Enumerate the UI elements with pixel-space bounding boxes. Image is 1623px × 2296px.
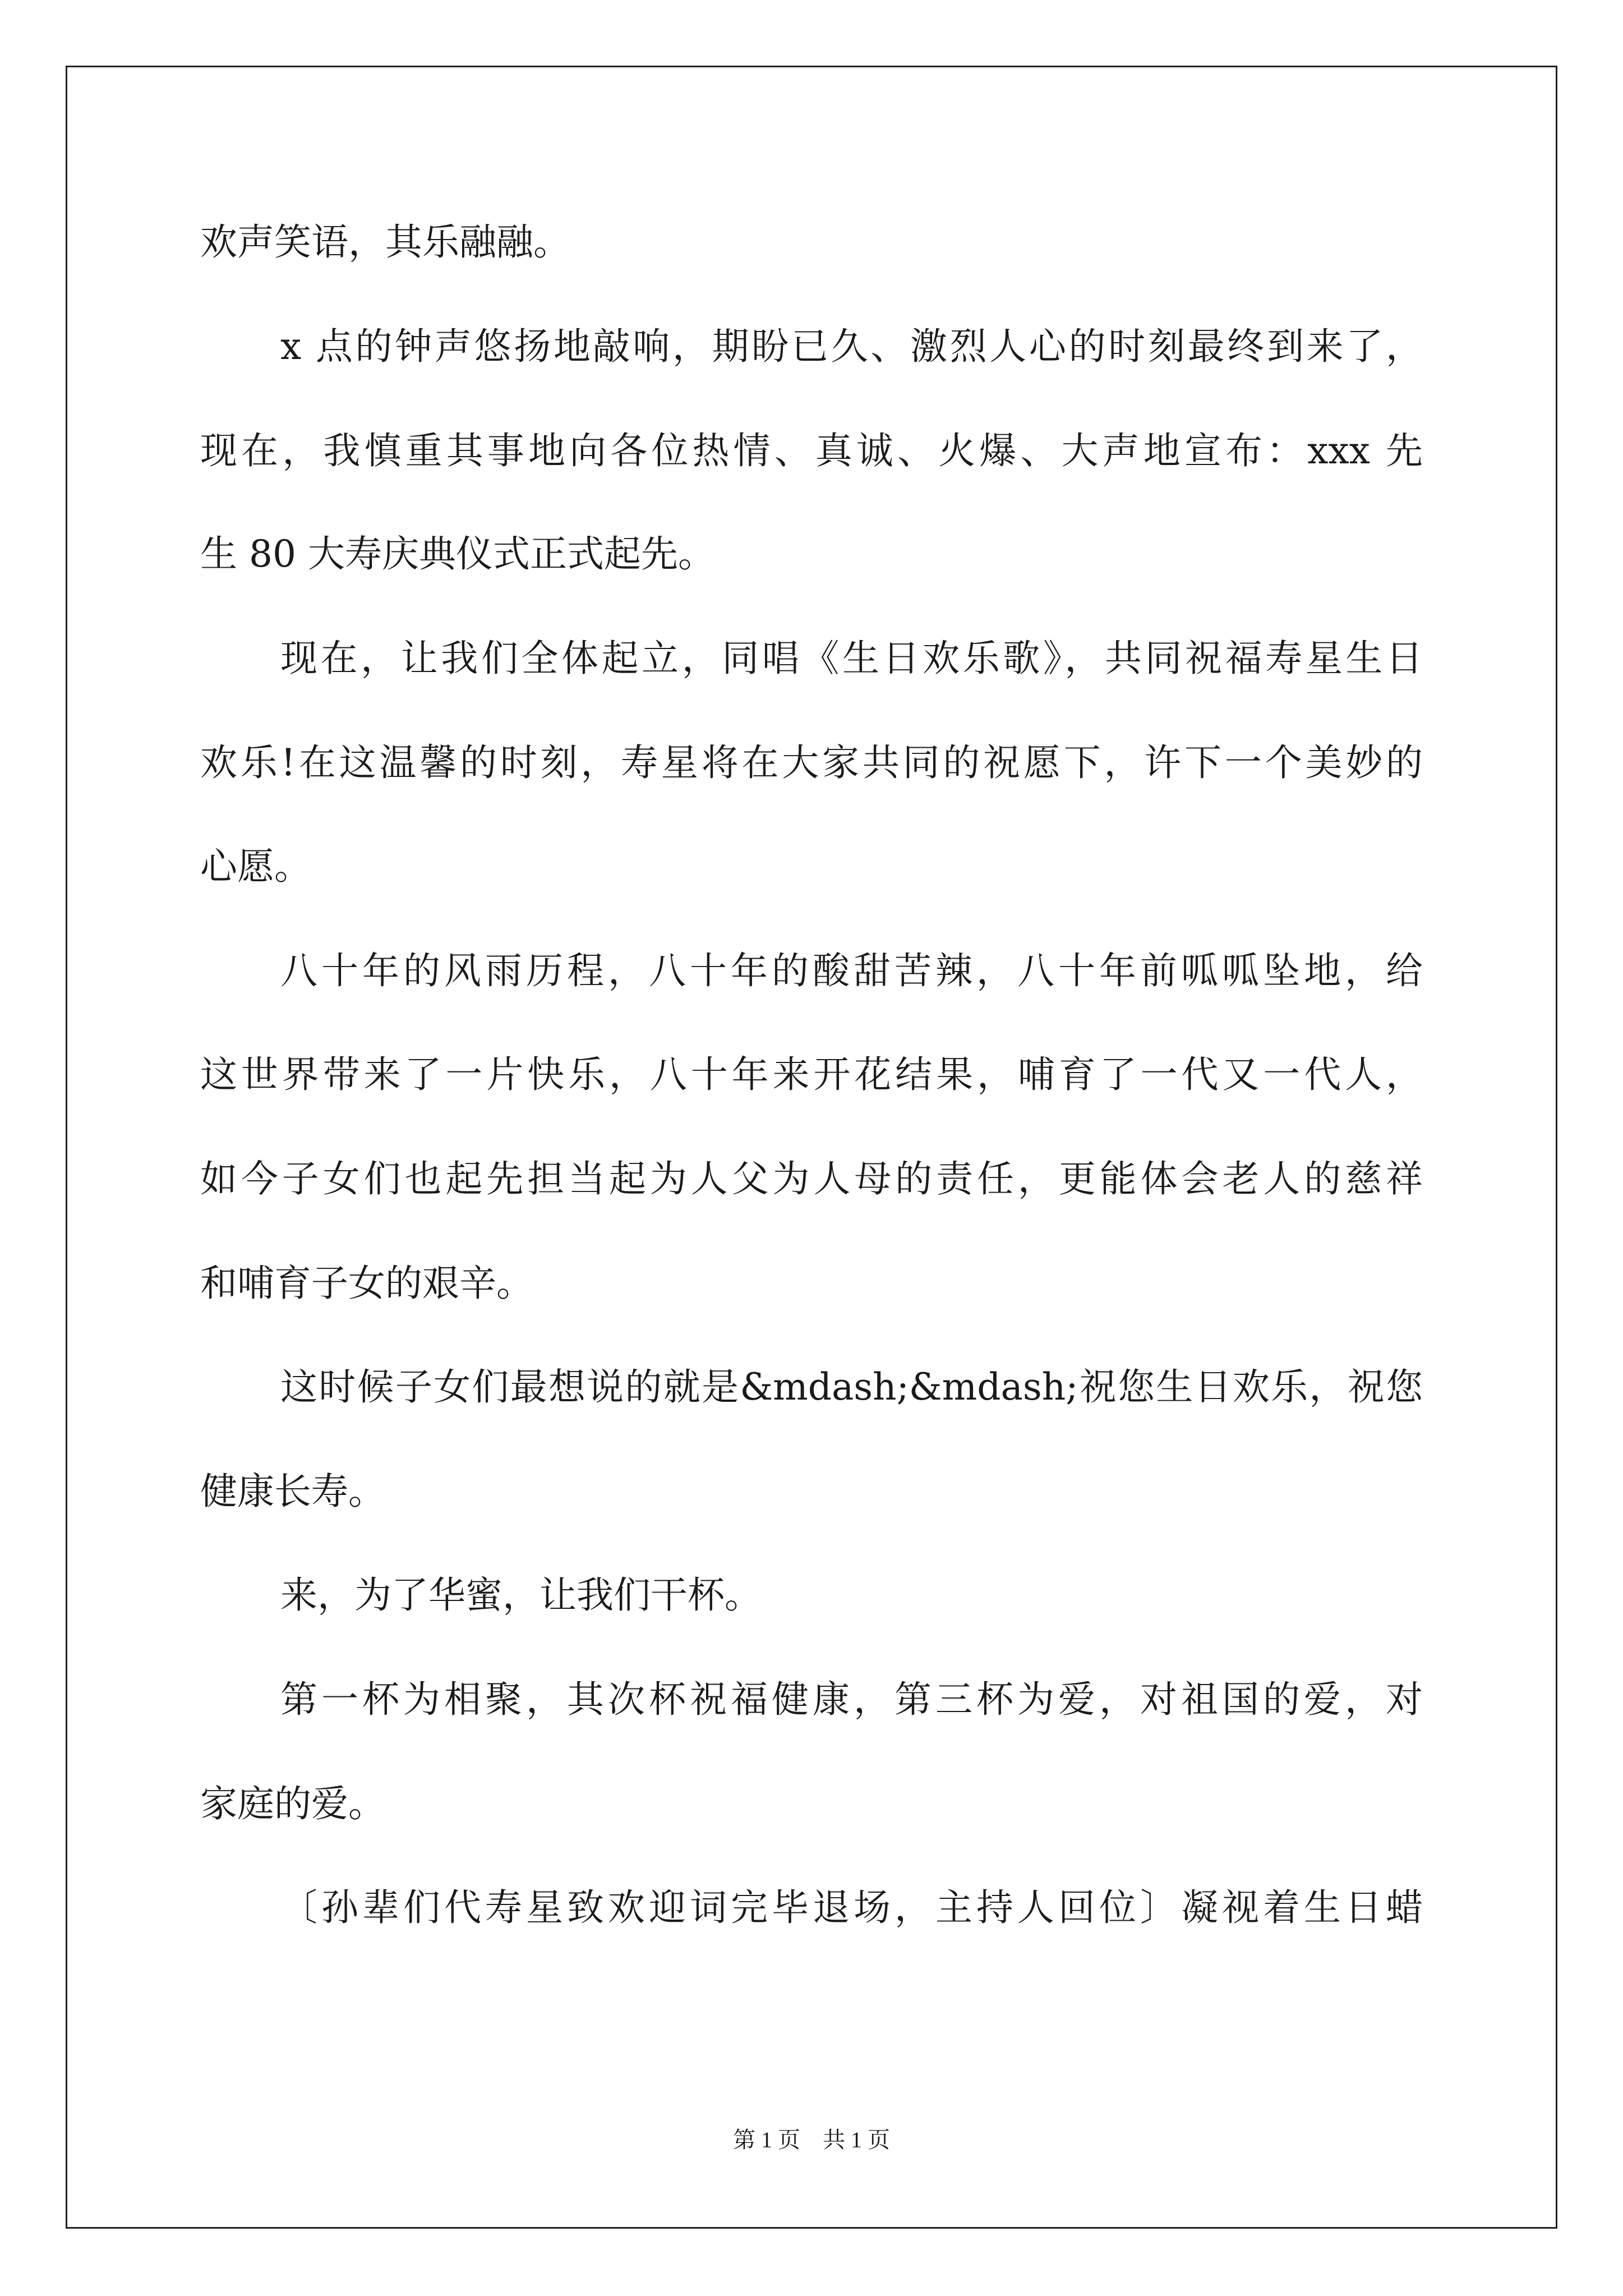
text-line: 心愿。	[200, 845, 311, 888]
text-line: 这世界带来了一片快乐，八十年来开花结果，哺育了一代又一代人，	[200, 1053, 1423, 1096]
text-line: 八十年的风雨历程，八十年的酸甜苦辣，八十年前呱呱坠地，给	[280, 949, 1423, 992]
text-line: x 点的钟声悠扬地敲响，期盼已久、激烈人心的时刻最终到来了，	[280, 325, 1423, 368]
text-line: 现在，我慎重其事地向各位热情、真诚、火爆、大声地宣布：xxx 先	[200, 429, 1423, 472]
text-line: 这时候子女们最想说的就是&mdash;&mdash;祝您生日欢乐，祝您	[280, 1365, 1423, 1409]
text-line: 家庭的爱。	[200, 1782, 385, 1825]
text-line: 来，为了华蜜，让我们干杯。	[280, 1573, 762, 1617]
text-line: 如今子女们也起先担当起为人父为人母的责任，更能体会老人的慈祥	[200, 1157, 1423, 1200]
text-line: 欢声笑语，其乐融融。	[200, 220, 570, 264]
text-line: 欢乐!在这温馨的时刻，寿星将在大家共同的祝愿下，许下一个美妙的	[200, 741, 1423, 784]
text-line: 生 80 大寿庆典仪式正式起先。	[200, 532, 715, 576]
text-line: 和哺育子女的艰辛。	[200, 1262, 533, 1305]
page-number-footer: 第 1 页 共 1 页	[733, 2127, 890, 2152]
text-line: 第一杯为相聚，其次杯祝福健康，第三杯为爱，对祖国的爱，对	[280, 1678, 1423, 1721]
text-line: 〔孙辈们代寿星致欢迎词完毕退场，主持人回位〕凝视着生日蜡	[280, 1886, 1423, 1929]
text-line: 现在，让我们全体起立，同唱《生日欢乐歌》，共同祝福寿星生日	[280, 637, 1423, 680]
text-line: 健康长寿。	[200, 1470, 385, 1513]
